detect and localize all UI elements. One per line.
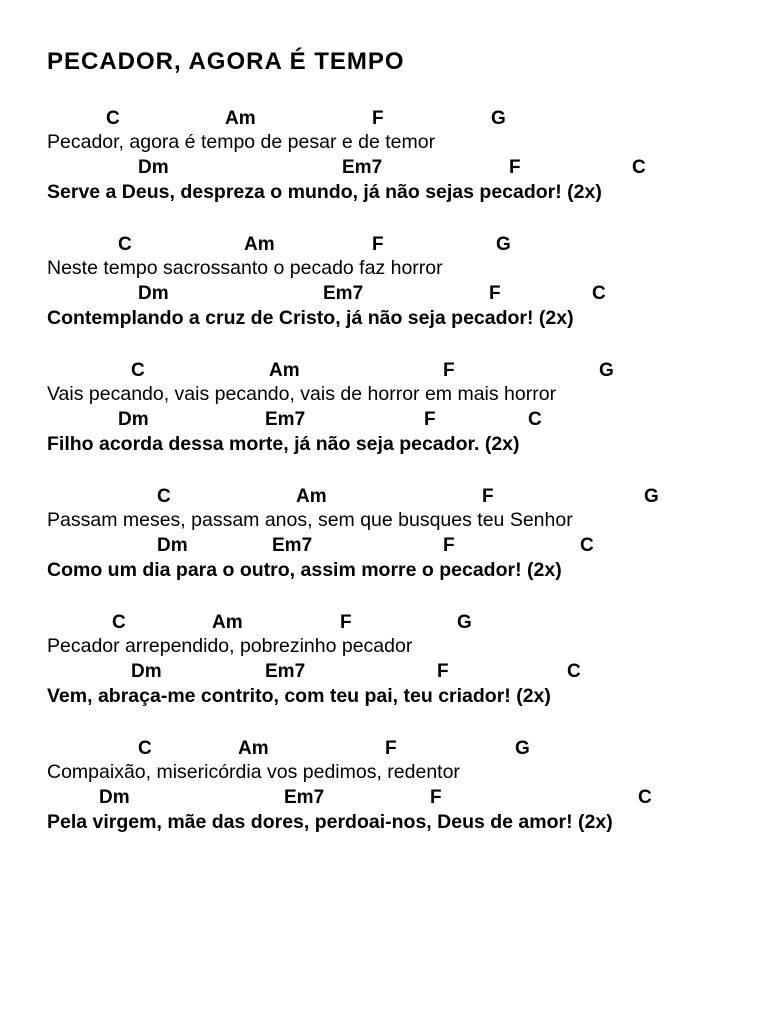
lyric-line-bold: Pela virgem, mãe das dores, perdoai-nos, Deus de amor! (2x) <box>47 811 613 833</box>
stanza-2 <box>0 234 768 334</box>
chord: C <box>106 108 120 129</box>
chord: F <box>372 108 384 129</box>
lyric-line-bold: Filho acorda dessa morte, já não seja pecador. (2x) <box>47 433 520 455</box>
stanza-5 <box>0 612 768 712</box>
chord: Em7 <box>342 157 383 178</box>
chord: C <box>112 612 126 633</box>
chord: Em7 <box>265 409 306 430</box>
chord: F <box>482 486 494 507</box>
chord: C <box>138 738 152 759</box>
chord: F <box>443 535 455 556</box>
stanza-1 <box>0 108 768 208</box>
stanza-4 <box>0 486 768 586</box>
stanza-3 <box>0 360 768 460</box>
chord: C <box>157 486 171 507</box>
lyric-line-bold: Contemplando a cruz de Cristo, já não seja pecador! (2x) <box>47 307 574 329</box>
chord-row <box>0 738 768 762</box>
chord-row <box>0 661 768 685</box>
lyric-line-bold: Serve a Deus, despreza o mundo, já não sejas pecador! (2x) <box>47 181 602 203</box>
chord: Em7 <box>323 283 364 304</box>
chord: Dm <box>131 661 162 682</box>
chord: F <box>430 787 442 808</box>
lyric-line: Passam meses, passam anos, sem que busques teu Senhor <box>47 509 573 531</box>
chord: Dm <box>118 409 149 430</box>
chord: G <box>515 738 530 759</box>
chord: Am <box>238 738 269 759</box>
lyric-line: Pecador arrependido, pobrezinho pecador <box>47 635 413 657</box>
chord: F <box>489 283 501 304</box>
chord: G <box>496 234 511 255</box>
chord-row <box>0 157 768 181</box>
chord: Em7 <box>265 661 306 682</box>
chord: C <box>580 535 594 556</box>
chord: G <box>644 486 659 507</box>
chord: C <box>528 409 542 430</box>
chord: C <box>638 787 652 808</box>
chord: Dm <box>138 283 169 304</box>
chord: C <box>567 661 581 682</box>
lyric-line-bold: Vem, abraça-me contrito, com teu pai, teu criador! (2x) <box>47 685 551 707</box>
chord: C <box>632 157 646 178</box>
chord: G <box>491 108 506 129</box>
chord: C <box>131 360 145 381</box>
lyric-line: Pecador, agora é tempo de pesar e de temor <box>47 131 436 153</box>
chord-row <box>0 360 768 384</box>
chord-row <box>0 535 768 559</box>
chord: Am <box>244 234 275 255</box>
chord: Dm <box>157 535 188 556</box>
chord: F <box>509 157 521 178</box>
chord-row <box>0 486 768 510</box>
chord: F <box>340 612 352 633</box>
chord: F <box>372 234 384 255</box>
chord: Em7 <box>284 787 325 808</box>
chord: Am <box>296 486 327 507</box>
chord-row <box>0 234 768 258</box>
chord: G <box>599 360 614 381</box>
chord-row <box>0 283 768 307</box>
chord: Dm <box>99 787 130 808</box>
chord: C <box>592 283 606 304</box>
chord: F <box>437 661 449 682</box>
chord-row <box>0 409 768 433</box>
lyric-line: Neste tempo sacrossanto o pecado faz horror <box>47 257 443 279</box>
chord: Am <box>212 612 243 633</box>
lyric-line: Vais pecando, vais pecando, vais de horror em mais horror <box>47 383 557 405</box>
chord: Am <box>225 108 256 129</box>
lyric-line-bold: Como um dia para o outro, assim morre o pecador! (2x) <box>47 559 562 581</box>
chord-row <box>0 108 768 132</box>
chord: C <box>118 234 132 255</box>
chord: F <box>424 409 436 430</box>
chord: Dm <box>138 157 169 178</box>
stanza-6 <box>0 738 768 838</box>
chord: Em7 <box>272 535 313 556</box>
chord-row <box>0 787 768 811</box>
chord: F <box>443 360 455 381</box>
song-title: PECADOR, AGORA É TEMPO <box>47 48 405 75</box>
lyric-line: Compaixão, misericórdia vos pedimos, redentor <box>47 761 460 783</box>
chord: Am <box>269 360 300 381</box>
chord: G <box>457 612 472 633</box>
chord: F <box>385 738 397 759</box>
chord-row <box>0 612 768 636</box>
